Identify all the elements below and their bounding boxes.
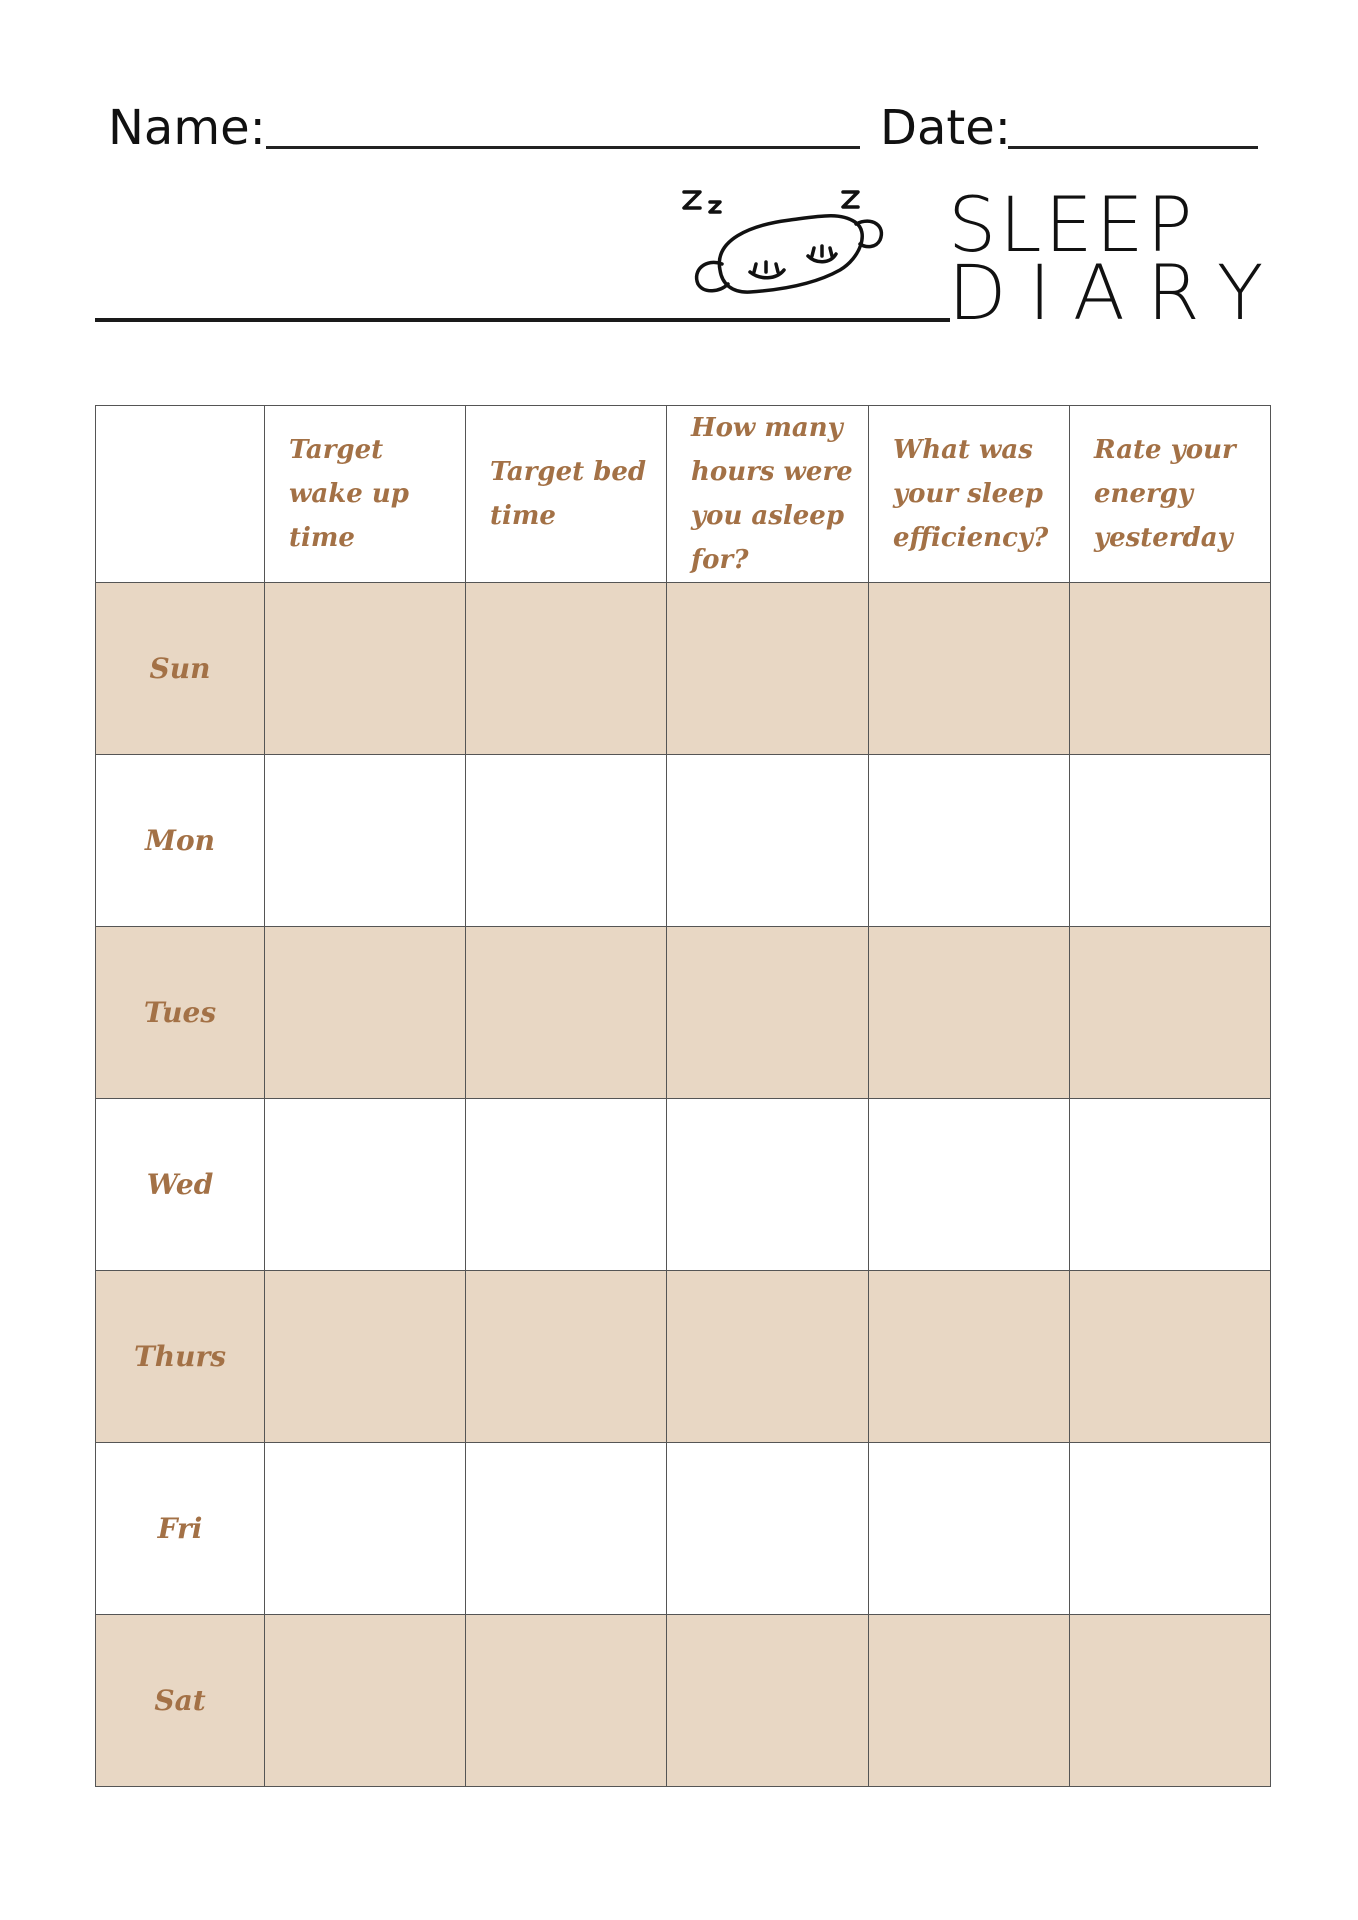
day-label-sat: Sat: [96, 1615, 265, 1787]
day-label-tues: Tues: [96, 927, 265, 1099]
entry-cell[interactable]: [466, 583, 667, 755]
entry-cell[interactable]: [466, 1443, 667, 1615]
entry-cell[interactable]: [265, 755, 466, 927]
table-row: [96, 583, 1271, 755]
entry-cell[interactable]: [667, 927, 869, 1099]
date-label: Date:: [880, 100, 1011, 156]
entry-cell[interactable]: [1070, 1271, 1271, 1443]
entry-cell[interactable]: [869, 1443, 1070, 1615]
entry-cell[interactable]: [869, 1271, 1070, 1443]
date-field[interactable]: [1008, 146, 1258, 149]
title-line-1: SLEEP: [948, 180, 1196, 269]
title-line-2: DIARY: [948, 248, 1286, 337]
day-label-fri: Fri: [96, 1443, 265, 1615]
entry-cell[interactable]: [265, 1615, 466, 1787]
day-label-thurs: Thurs: [96, 1271, 265, 1443]
entry-cell[interactable]: [1070, 1099, 1271, 1271]
entry-cell[interactable]: [869, 1099, 1070, 1271]
entry-cell[interactable]: [265, 927, 466, 1099]
entry-cell[interactable]: [667, 755, 869, 927]
table-row: [96, 1099, 1271, 1271]
zzz-icon: [684, 192, 858, 212]
entry-cell[interactable]: [667, 1271, 869, 1443]
table-row: [96, 1271, 1271, 1443]
entry-cell[interactable]: [667, 1099, 869, 1271]
entry-cell[interactable]: [667, 1615, 869, 1787]
column-header-sleep-efficiency: What was your sleep efficiency?: [869, 406, 1070, 583]
entry-cell[interactable]: [869, 927, 1070, 1099]
entry-cell[interactable]: [1070, 1443, 1271, 1615]
entry-cell[interactable]: [869, 583, 1070, 755]
table-row: [96, 1615, 1271, 1787]
entry-cell[interactable]: [1070, 1615, 1271, 1787]
entry-cell[interactable]: [466, 1099, 667, 1271]
entry-cell[interactable]: [466, 1615, 667, 1787]
entry-cell[interactable]: [667, 583, 869, 755]
entry-cell[interactable]: [869, 755, 1070, 927]
sleep-mask-icon: [680, 180, 900, 320]
day-label-mon: Mon: [96, 755, 265, 927]
table-row: [96, 755, 1271, 927]
entry-cell[interactable]: [466, 927, 667, 1099]
sleep-diary-table: [95, 405, 1271, 1787]
entry-cell[interactable]: [265, 1443, 466, 1615]
table-row: [96, 927, 1271, 1099]
table-header-row: [96, 406, 1271, 583]
header-corner-cell: [96, 406, 265, 583]
table-row: [96, 1443, 1271, 1615]
column-header-target-bed: Target bed time: [466, 406, 667, 583]
entry-cell[interactable]: [466, 755, 667, 927]
entry-cell[interactable]: [466, 1271, 667, 1443]
entry-cell[interactable]: [265, 1099, 466, 1271]
day-label-wed: Wed: [96, 1099, 265, 1271]
entry-cell[interactable]: [265, 1271, 466, 1443]
column-header-target-wake: Target wake up time: [265, 406, 466, 583]
entry-cell[interactable]: [1070, 927, 1271, 1099]
day-label-sun: Sun: [96, 583, 265, 755]
entry-cell[interactable]: [1070, 583, 1271, 755]
entry-cell[interactable]: [265, 583, 466, 755]
name-field[interactable]: [266, 146, 860, 149]
entry-cell[interactable]: [869, 1615, 1070, 1787]
column-header-hours-asleep: How many hours were you asleep for?: [667, 406, 869, 583]
name-label: Name:: [108, 100, 266, 156]
column-header-energy-rating: Rate your energy yesterday: [1070, 406, 1271, 583]
entry-cell[interactable]: [667, 1443, 869, 1615]
entry-cell[interactable]: [1070, 755, 1271, 927]
